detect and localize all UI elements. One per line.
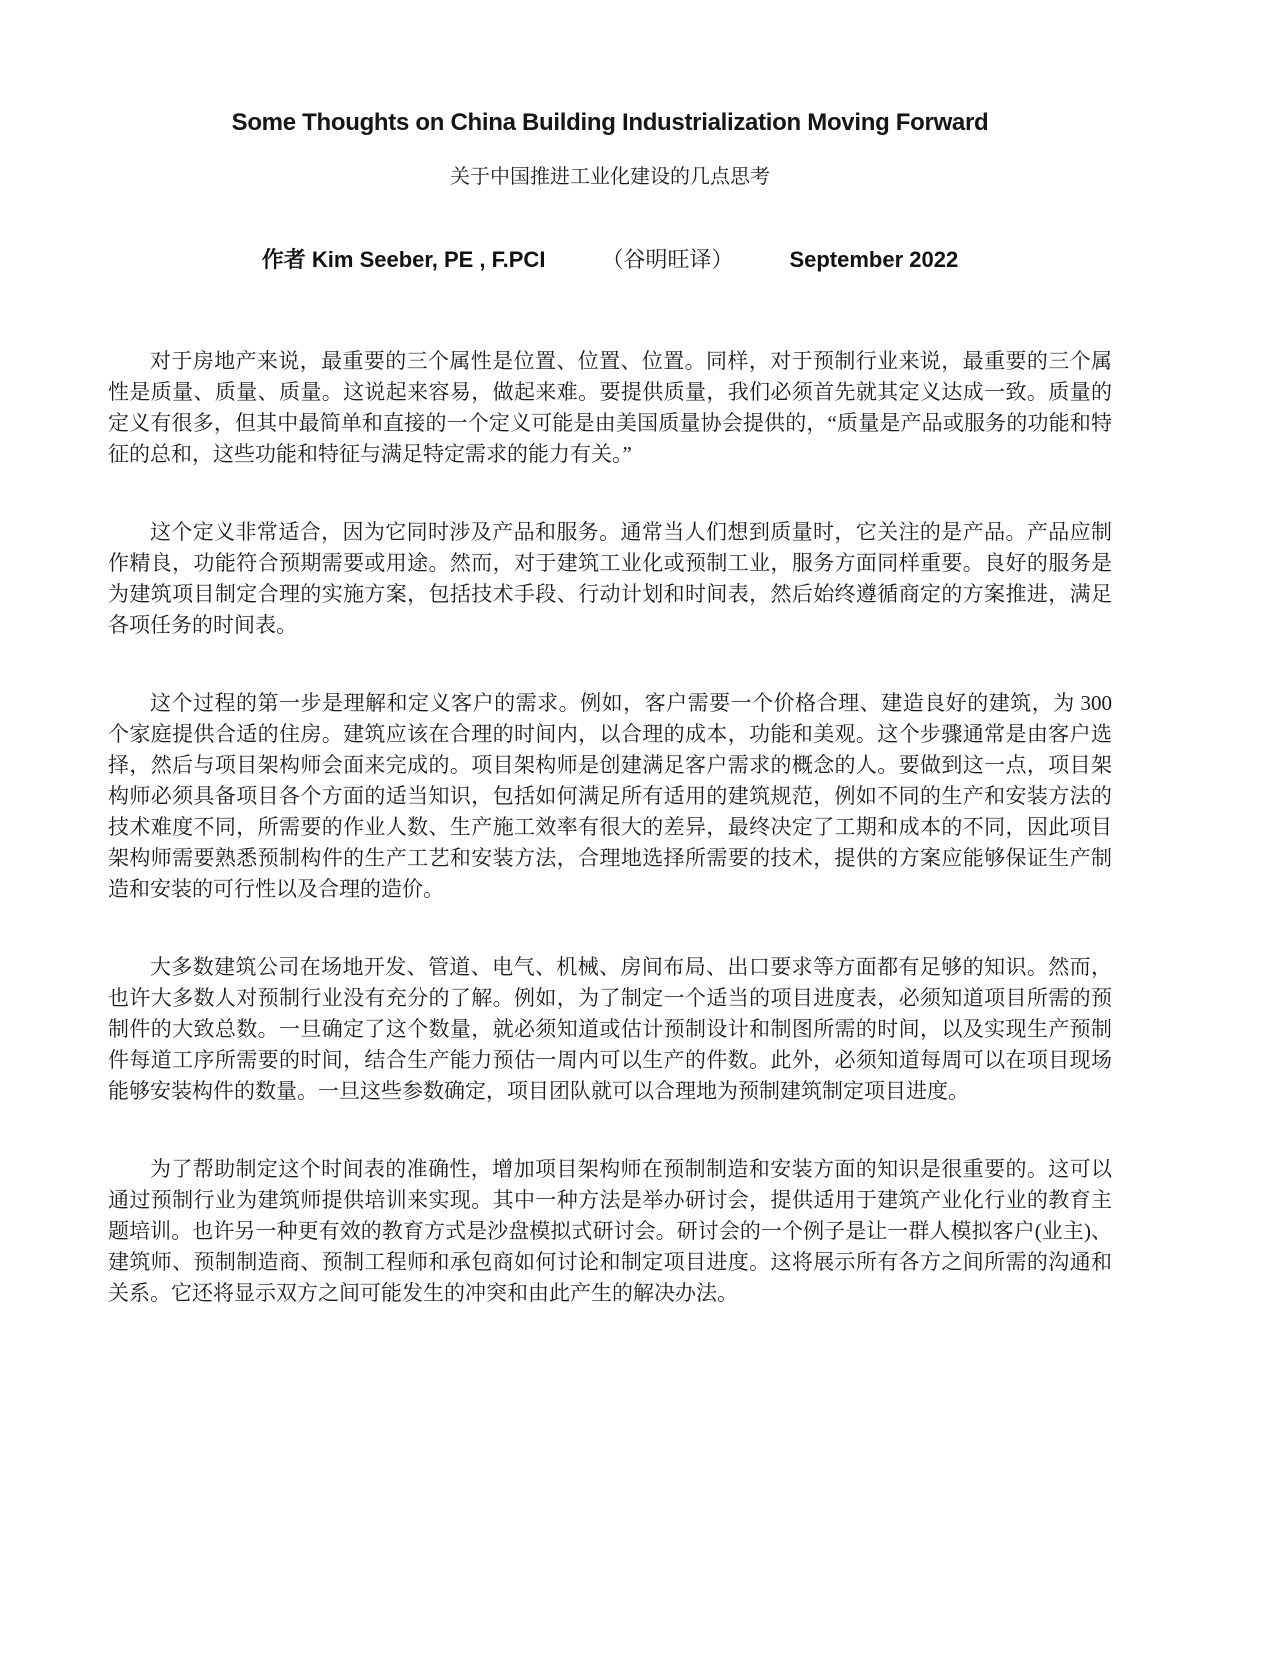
byline-author: 作者 Kim Seeber, PE , F.PCI — [261, 247, 546, 272]
paragraph-4: 大多数建筑公司在场地开发、管道、电气、机械、房间布局、出口要求等方面都有足够的知识。然而，也许大多数人对预制行业没有充分的了解。例如，为了制定一个适当的项目进度表，必须知道项目所需的预制件的大致总数。一旦确定了这个数量，就必须知道或估计预制设计和制图所需的时间，以及实现生产预制件每道工序所需要的时间，结合生产能力预估一周内可以生产的件数。此外，必须知道每周可以在项目现场能够安装构件的数量。一旦这些参数确定，项目团队就可以合理地为预制建筑制定项目进度。 — [108, 955, 1112, 1103]
document-body — [108, 346, 1112, 1309]
paragraph-1: 对于房地产来说，最重要的三个属性是位置、位置、位置。同样，对于预制行业来说，最重要的三个属性是质量、质量、质量。这说起来容易，做起来难。要提供质量，我们必须首先就其定义达成一致。质量的定义有很多，但其中最简单和直接的一个定义可能是由美国质量协会提供的，“质量是产品或服务的功能和特征的总和，这些功能和特征与满足特定需求的能力有关。” — [108, 349, 1112, 466]
paragraph-2: 这个定义非常适合，因为它同时涉及产品和服务。通常当人们想到质量时，它关注的是产品。产品应制作精良，功能符合预期需要或用途。然而，对于建筑工业化或预制工业，服务方面同样重要。良好的服务是为建筑项目制定合理的实施方案，包括技术手段、行动计划和时间表，然后始终遵循商定的方案推进，满足各项任务的时间表。 — [108, 520, 1112, 637]
document-title-english: Some Thoughts on China Building Industrialization Moving Forward — [231, 109, 989, 136]
byline-date: September 2022 — [789, 247, 959, 272]
document-title-chinese: 关于中国推进工业化建设的几点思考 — [450, 166, 770, 188]
paragraph-3: 这个过程的第一步是理解和定义客户的需求。例如，客户需要一个价格合理、建造良好的建筑，为 300 个家庭提供合适的住房。建筑应该在合理的时间内，以合理的成本，功能和美观。这个步骤通常是由客户选择，然后与项目架构师会面来完成的。项目架构师是创建满足客户需求的概念的人。要做到这一点，项目架构师必须具备项目各个方面的适当知识，包括如何满足所有适用的建筑规范，例如不同的生产和安装方法的技术难度不同，所需要的作业人数、生产施工效率有很大的差异，最终决定了工期和成本的不同，因此项目架构师需要熟悉预制构件的生产工艺和安装方法，合理地选择所需要的技术，提供的方案应能够保证生产制造和安装的可行性以及合理的造价。 — [108, 691, 1112, 901]
byline — [108, 246, 1112, 274]
byline-translator: （谷明旺译） — [601, 247, 734, 272]
paragraph-5: 为了帮助制定这个时间表的准确性，增加项目架构师在预制制造和安装方面的知识是很重要的。这可以通过预制行业为建筑师提供培训来实现。其中一种方法是举办研讨会，提供适用于建筑产业化行业的教育主题培训。也许另一种更有效的教育方式是沙盘模拟式研讨会。研讨会的一个例子是让一群人模拟客户(业主)、建筑师、预制制造商、预制工程师和承包商如何讨论和制定项目进度。这将展示所有各方之间所需的沟通和关系。它还将显示双方之间可能发生的冲突和由此产生的解决办法。 — [108, 1157, 1112, 1305]
